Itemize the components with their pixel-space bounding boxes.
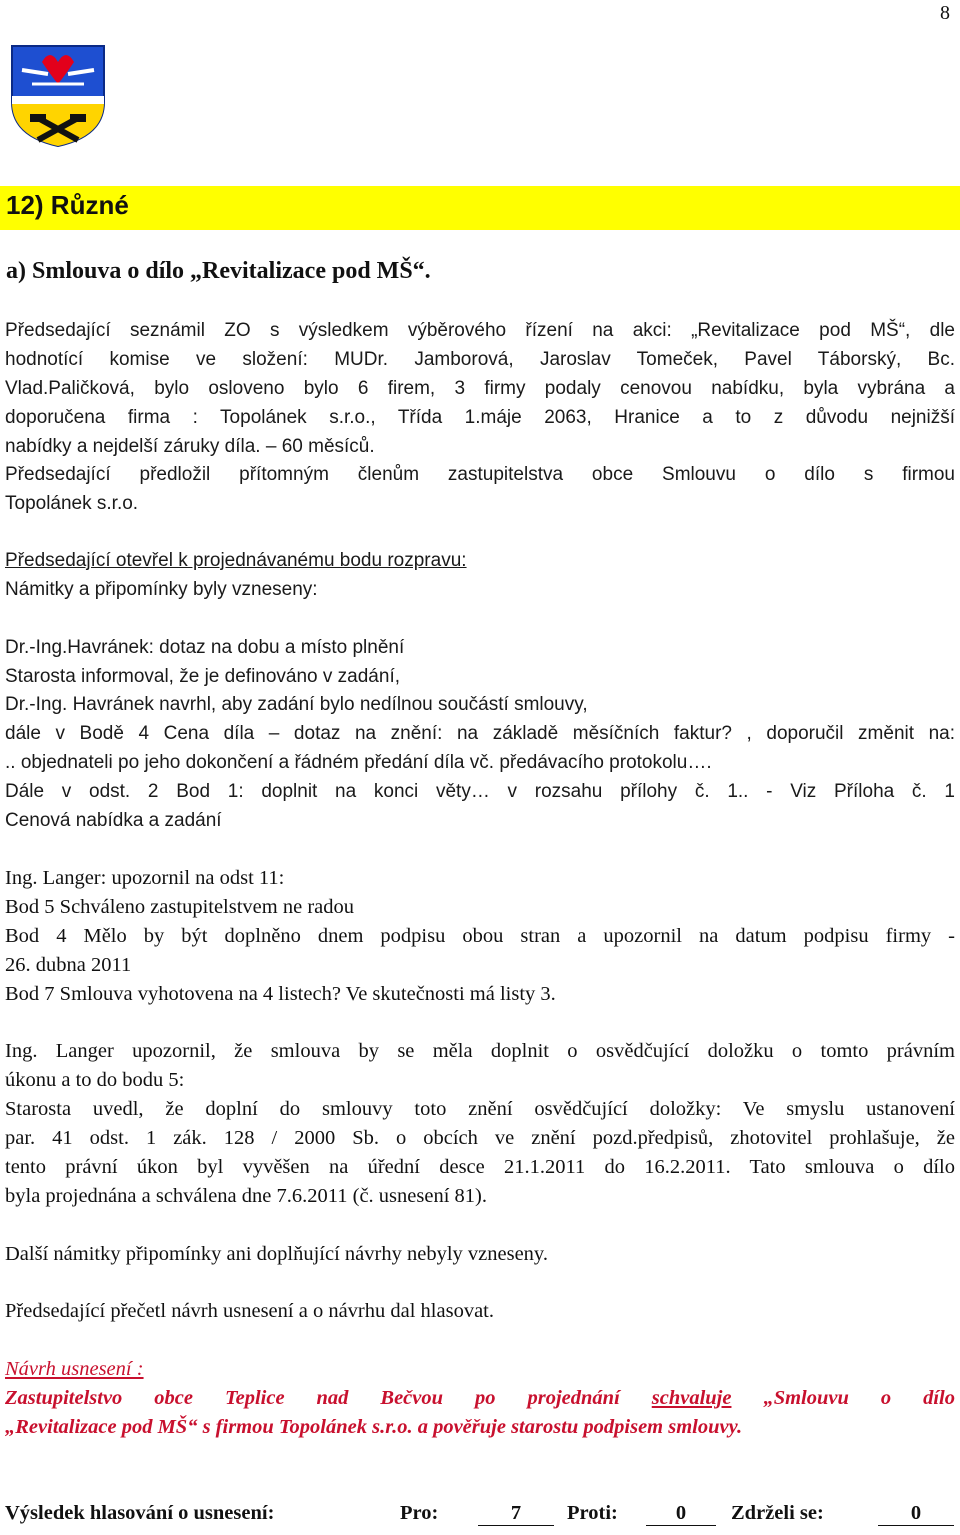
resolution-text: Zastupitelstvo obce Teplice nad Bečvou po projednání <box>5 1387 652 1409</box>
body-line: hodnotící komise ve složení: MUDr. Jamborová, Jaroslav Tomeček, Pavel Táborský, Bc. <box>5 349 955 370</box>
body-line: Cenová nabídka a zadání <box>5 810 222 831</box>
body-line: .. objednateli po jeho dokončení a řádném předání díla vč. předávacího protokolu…. <box>5 752 712 773</box>
body-line: doporučena firma : Topolánek s.r.o., Třída 1.máje 2063, Hranice a to z důvodu nejnižší <box>5 407 955 428</box>
body-line: Ing. Langer upozornil, že smlouva by se měla doplnit o osvědčující doložku o tomto právním <box>5 1040 955 1062</box>
body-line: Starosta informoval, že je definováno v zadání, <box>5 666 401 687</box>
body-line: Předsedající předložil přítomným členům zastupitelstva obce Smlouvu o dílo s firmou <box>5 464 955 485</box>
vote-abstain-label: Zdrželi se: <box>731 1502 824 1524</box>
subsection-title: a) Smlouva o dílo „Revitalizace pod MŠ“. <box>6 258 431 284</box>
resolution-line-1 <box>5 1387 955 1410</box>
body-line: tento právní úkon byl vyvěšen na úřední desce 21.1.2011 do 16.2.2011. Tato smlouva o dílo <box>5 1156 955 1178</box>
section-highlight-band <box>0 186 960 230</box>
vote-abstain-value: 0 <box>878 1502 954 1526</box>
resolution-heading: Návrh usnesení : <box>5 1358 144 1380</box>
body-line: Další námitky připomínky ani doplňující návrhy nebyly vzneseny. <box>5 1243 548 1265</box>
body-line: Vlad.Paličková, bylo osloveno bylo 6 firem, 3 firmy podaly cenovou nabídku, byla vybrána a <box>5 378 955 399</box>
body-line: Starosta uvedl, že doplní do smlouvy toto znění osvědčující doložky: Ve smyslu ustanovení <box>5 1098 955 1120</box>
body-line: Dr.-Ing.Havránek: dotaz na dobu a místo plnění <box>5 637 405 658</box>
body-line: 26. dubna 2011 <box>5 954 132 976</box>
vote-against-label: Proti: <box>567 1502 618 1524</box>
body-line: Předsedající seznámil ZO s výsledkem výběrového řízení na akci: „Revitalizace pod MŠ“, dle <box>5 320 955 341</box>
debate-heading: Předsedající otevřel k projednávanému bodu rozpravu: <box>5 550 467 571</box>
body-line: Topolánek s.r.o. <box>5 493 139 514</box>
body-line: dále v Bodě 4 Cena díla – dotaz na znění: na základě měsíčních faktur? , doporučil změnit na: <box>5 723 955 744</box>
body-line: nabídky a nejdelší záruky díla. – 60 měsíců. <box>5 436 375 457</box>
body-line: Předsedající přečetl návrh usnesení a o návrhu dal hlasovat. <box>5 1300 494 1322</box>
body-line: Dr.-Ing. Havránek navrhl, aby zadání bylo nedílnou součástí smlouvy, <box>5 694 588 715</box>
vote-label: Výsledek hlasování o usnesení: <box>5 1502 275 1524</box>
vote-pro-value: 7 <box>478 1502 554 1526</box>
resolution-line-2: „Revitalizace pod MŠ“ s firmou Topolánek s.r.o. a pověřuje starostu podpisem smlouvy. <box>5 1416 743 1438</box>
body-line: Bod 5 Schváleno zastupitelstvem ne radou <box>5 896 354 918</box>
resolution-text: „Smlouvu o dílo <box>731 1387 955 1409</box>
body-line: byla projednána a schválena dne 7.6.2011 (č. usnesení 81). <box>5 1185 487 1207</box>
body-line: Bod 4 Mělo by být doplněno dnem podpisu obou stran a upozornil na datum podpisu firmy - <box>5 925 955 947</box>
debate-subheading: Námitky a připomínky byly vzneseny: <box>5 579 318 600</box>
vote-against-value: 0 <box>646 1502 716 1526</box>
body-line: Dále v odst. 2 Bod 1: doplnit na konci věty… v rozsahu přílohy č. 1.. - Viz Příloha č. 1 <box>5 781 955 802</box>
vote-pro-label: Pro: <box>400 1502 439 1524</box>
section-title: 12) Různé <box>6 190 129 220</box>
body-line: Bod 7 Smlouva vyhotovena na 4 listech? Ve skutečnosti má listy 3. <box>5 983 556 1005</box>
body-line: úkonu a to do bodu 5: <box>5 1069 185 1091</box>
body-line: par. 41 odst. 1 zák. 128 / 2000 Sb. o obcích ve znění pozd.předpisů, zhotovitel prohlašuje, že <box>5 1127 955 1149</box>
page-number: 8 <box>940 2 950 24</box>
resolution-approves: schvaluje <box>651 1387 732 1409</box>
body-line: Ing. Langer: upozornil na odst 11: <box>5 867 285 889</box>
coat-of-arms-icon <box>8 40 108 150</box>
